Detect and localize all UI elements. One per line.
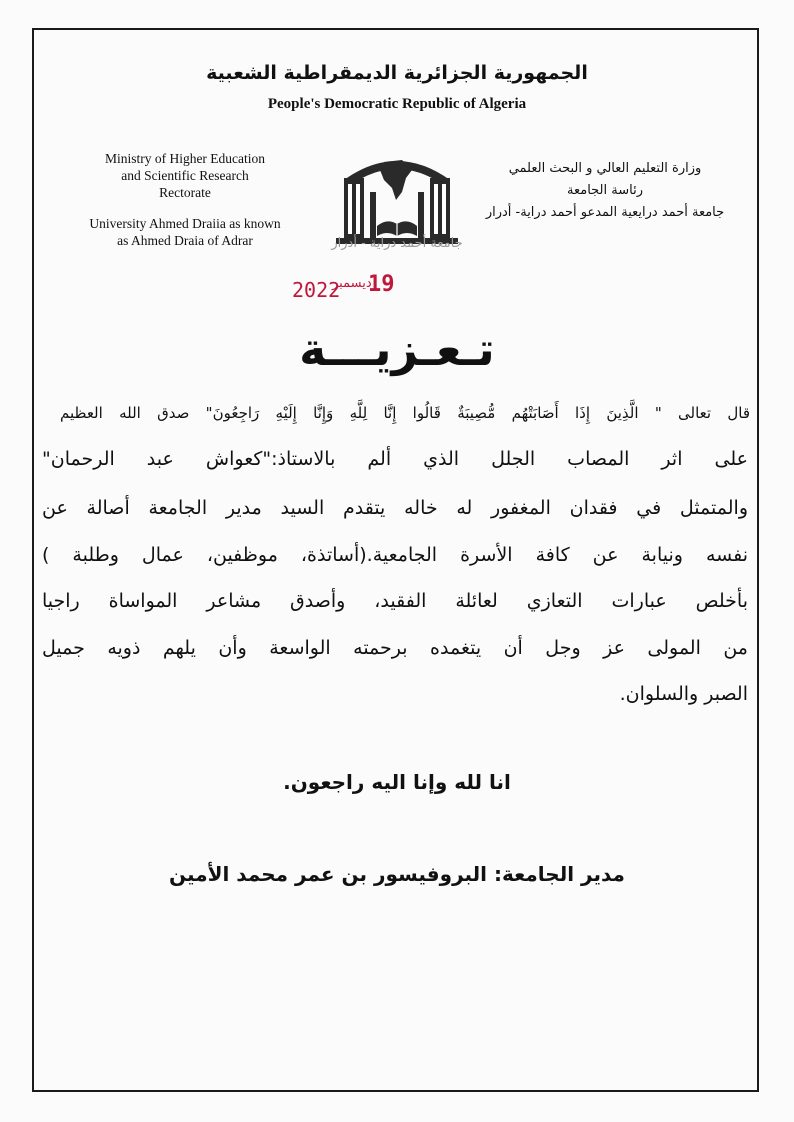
ministry-block-english (70, 150, 300, 249)
stamp-day: 19 (368, 272, 395, 297)
rectorate-line: رئاسة الجامعة (567, 183, 643, 198)
country-name-arabic: الجمهورية الجزائرية الديمقراطية الشعبية (206, 62, 588, 84)
body-line: نفسه ونيابة عن كافة الأسرة الجامعية.(أساتذة، موظفين، عمال وطلبة ) (42, 544, 748, 566)
university-line: University Ahmed Draiia as known (89, 216, 281, 231)
stamp-month: ديسمبر (332, 276, 372, 291)
body-line: بأخلص عبارات التعازي لعائلة الفقيد، وأصدق مشاعر المواساة راجيا (42, 590, 748, 612)
university-line: جامعة أحمد درايعية المدعو أحمد دراية- أدرار (485, 205, 725, 220)
country-name-english: People's Democratic Republic of Algeria (267, 96, 527, 112)
logo-caption: جامعة أحمد دراية - أدرار (331, 236, 463, 251)
body-line: على اثر المصاب الجلل الذي ألم بالاستاذ:"كعواش عبد الرحمان" (42, 448, 748, 470)
document-title: تـعـزيـــة (299, 322, 495, 376)
ministry-line: Ministry of Higher Education (104, 151, 266, 166)
date-stamp (292, 270, 422, 306)
stamp-year: 2022 (292, 278, 341, 302)
university-line: as Ahmed Draia of Adrar (117, 233, 253, 248)
quran-verse: قال تعالى " الَّذِينَ إِذَا أَصَابَتْهُم مُّصِيبَةٌ قَالُوا إِنَّا لِلَّهِ وَإِنَّا إِلَيْهِ رَاجِعُونَ" صدق الله العظيم (60, 404, 750, 422)
ministry-line: and Scientific Research (121, 168, 249, 183)
body-line: الصبر والسلوان. (619, 683, 748, 705)
body-line: من المولى عز وجل أن يتغمده برحمته الواسعة وأن يلهم ذويه جميل (42, 637, 748, 659)
signature-line: مدير الجامعة: البروفيسور بن عمر محمد الأمين (169, 862, 625, 886)
ministry-line: وزارة التعليم العالي و البحث العلمي (508, 161, 702, 176)
ministry-block-arabic (480, 158, 730, 224)
rectorate-line: Rectorate (159, 185, 211, 200)
body-line: والمتمثل في فقدان المغفور له خاله يتقدم السيد مدير الجامعة أصالة عن (42, 497, 748, 519)
closing-phrase: انا لله وإنا اليه راجعون. (283, 770, 511, 794)
